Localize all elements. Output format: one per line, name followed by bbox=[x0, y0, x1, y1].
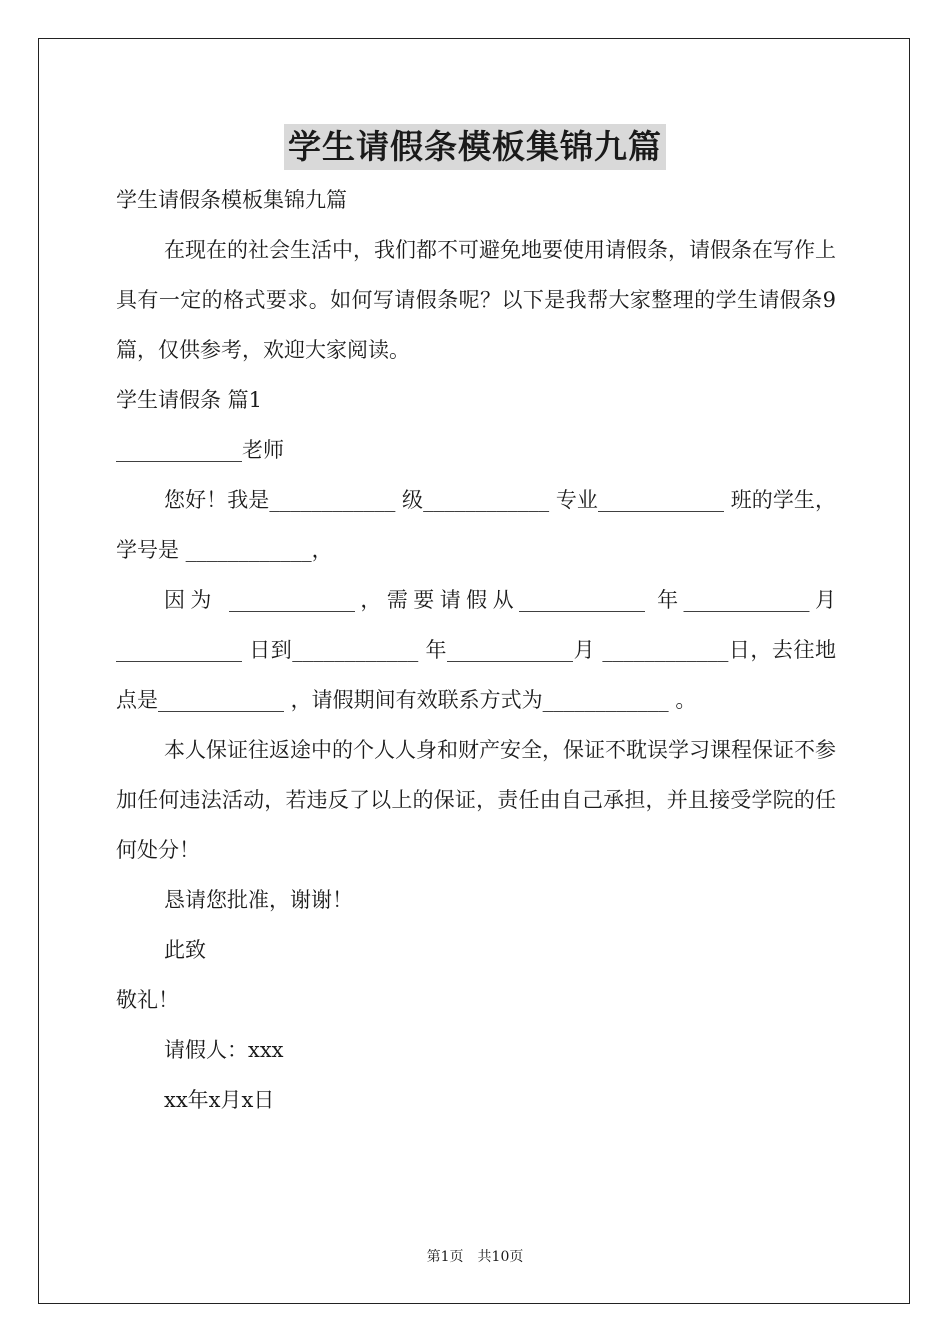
section-heading: 学生请假条 篇1 bbox=[116, 388, 263, 412]
page-footer: 第1页 共10页 bbox=[426, 1249, 524, 1265]
signature-line: 请假人：xxx bbox=[164, 1038, 284, 1062]
document-body bbox=[116, 175, 836, 1125]
closing-line: 此致 bbox=[164, 938, 206, 962]
salutation: ____________老师 bbox=[116, 438, 284, 462]
document-title: 学生请假条模板集锦九篇 bbox=[284, 124, 666, 170]
title-container bbox=[0, 124, 950, 170]
subtitle: 学生请假条模板集锦九篇 bbox=[116, 188, 347, 212]
guarantee-paragraph: 本人保证往返途中的个人人身和财产安全，保证不耽误学习课程保证不参加任何违法活动，若违反了以上的保证，责任由自己承担，并且接受学院的任何处分！ bbox=[116, 738, 836, 862]
greeting-paragraph: 您好！我是____________ 级____________ 专业____________ 班的学生，学号是 ____________， bbox=[116, 488, 836, 562]
intro-paragraph: 在现在的社会生活中，我们都不可避免地要使用请假条，请假条在写作上具有一定的格式要求。如何写请假条呢？以下是我帮大家整理的学生请假条9篇，仅供参考，欢迎大家阅读。 bbox=[116, 238, 836, 362]
request-line: 恳请您批准，谢谢！ bbox=[164, 888, 353, 912]
regards-line: 敬礼！ bbox=[116, 988, 179, 1012]
reason-paragraph: 因为 ____________，需要请假从____________ 年____________月____________ 日到____________ 年____________月 ____________日，去往地点是____________ ，请假期间有效联系方式为____________ 。 bbox=[116, 588, 836, 712]
date-line: xx年x月x日 bbox=[164, 1088, 275, 1112]
